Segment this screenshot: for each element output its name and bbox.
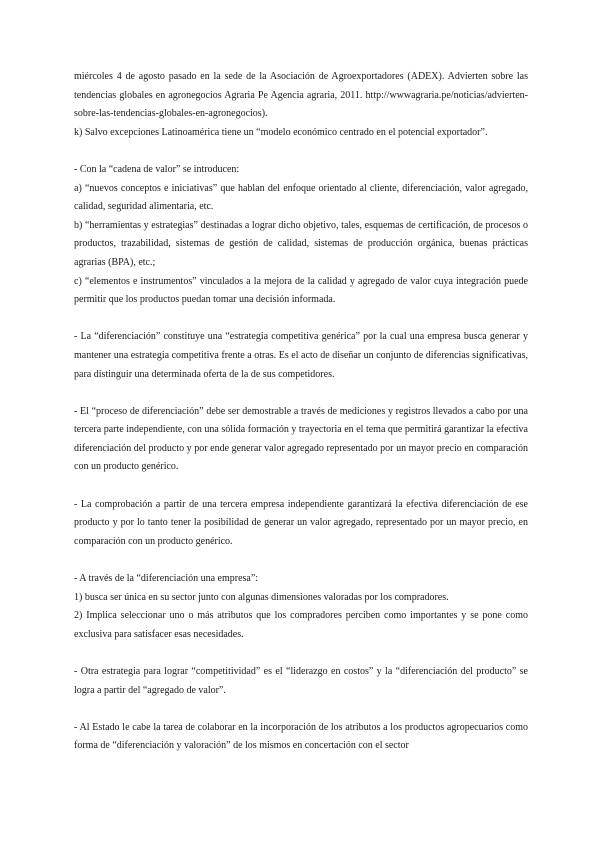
paragraph-adex-source: miércoles 4 de agosto pasado en la sede de la Asociación de Agroexportadores (ADEX). Advierten sobre las tendencias globales en agronegocios Agraria Pe Agencia agraria, 2011. http://wwwagraria.pe/noticias/advierten-sobre-las-tendencias-globales-en-agronegocios). bbox=[74, 71, 528, 120]
paragraph-diferenciacion: - La “diferenciación” constituye una “estrategia competitiva genérica” por la cual una empresa busca generar y mantener una estrategia competitiva frente a otras. Es el acto de diseñar un conjunto de diferencias significativas, para distinguir una determinada oferta de la de sus competidores. bbox=[74, 331, 528, 380]
paragraph-otra-estrategia: - Otra estrategia para lograr “competitividad” es el “liderazgo en costos” y la “diferenciación del producto” se logra a partir del “agregado de valor”. bbox=[74, 666, 528, 696]
paragraph-al-estado: - Al Estado le cabe la tarea de colaborar en la incorporación de los atributos a los productos agropecuarios como forma de “diferenciación y valoración” de los mismos en concertación con el sector bbox=[74, 721, 528, 752]
paragraph-item-a: a) “nuevos conceptos e iniciativas” que hablan del enfoque orientado al cliente, diferenciación, valor agregado, calidad, seguridad alimentaria, etc. bbox=[74, 182, 528, 213]
paragraph-a-traves: - A través de la “diferenciación una empresa”: bbox=[74, 573, 259, 585]
paragraph-proceso-diferenciacion: - El “proceso de diferenciación” debe ser demostrable a través de mediciones y registros llevados a cabo por una tercera parte independiente, con una sólida formación y trayectoria en el tema que permitirá garantizar la efectiva diferenciación del producto y por ende generar valor agregado representado por un mayor precio en comparación con un producto genérico. bbox=[74, 405, 528, 473]
document-page bbox=[74, 68, 528, 756]
paragraph-item-1: 1) busca ser única en su sector junto con algunas dimensiones valoradas por los compradores. bbox=[74, 591, 449, 603]
paragraph-cadena-intro: - Con la “cadena de valor” se introducen: bbox=[74, 163, 240, 175]
paragraph-item-2: 2) Implica seleccionar uno o más atributos que los compradores perciben como importantes y se pone como exclusiva para satisfacer esas necesidades. bbox=[74, 610, 528, 640]
paragraph-comprobacion: - La comprobación a partir de una tercera empresa independiente garantizará la efectiva diferenciación de ese producto y por lo tanto tener la posibilidad de generar un valor agregado, representado por un mayor precio, en comparación con un producto genérico. bbox=[74, 498, 528, 547]
paragraph-item-b: b) “herramientas y estrategias” destinadas a lograr dicho objetivo, tales, esquemas de certificación, de procesos o productos, trazabilidad, sistemas de gestión de calidad, sistemas de producción orgánica, buenas prácticas agrarias (BPA), etc.; bbox=[74, 219, 528, 268]
paragraph-item-k: k) Salvo excepciones Latinoamérica tiene un “modelo económico centrado en el potencial exportador”. bbox=[74, 126, 488, 138]
paragraph-item-c: c) “elementos e instrumentos” vinculados a la mejora de la calidad y agregado de valor cuya integración puede permitir que los productos puedan tomar una decisión informada. bbox=[74, 275, 528, 306]
